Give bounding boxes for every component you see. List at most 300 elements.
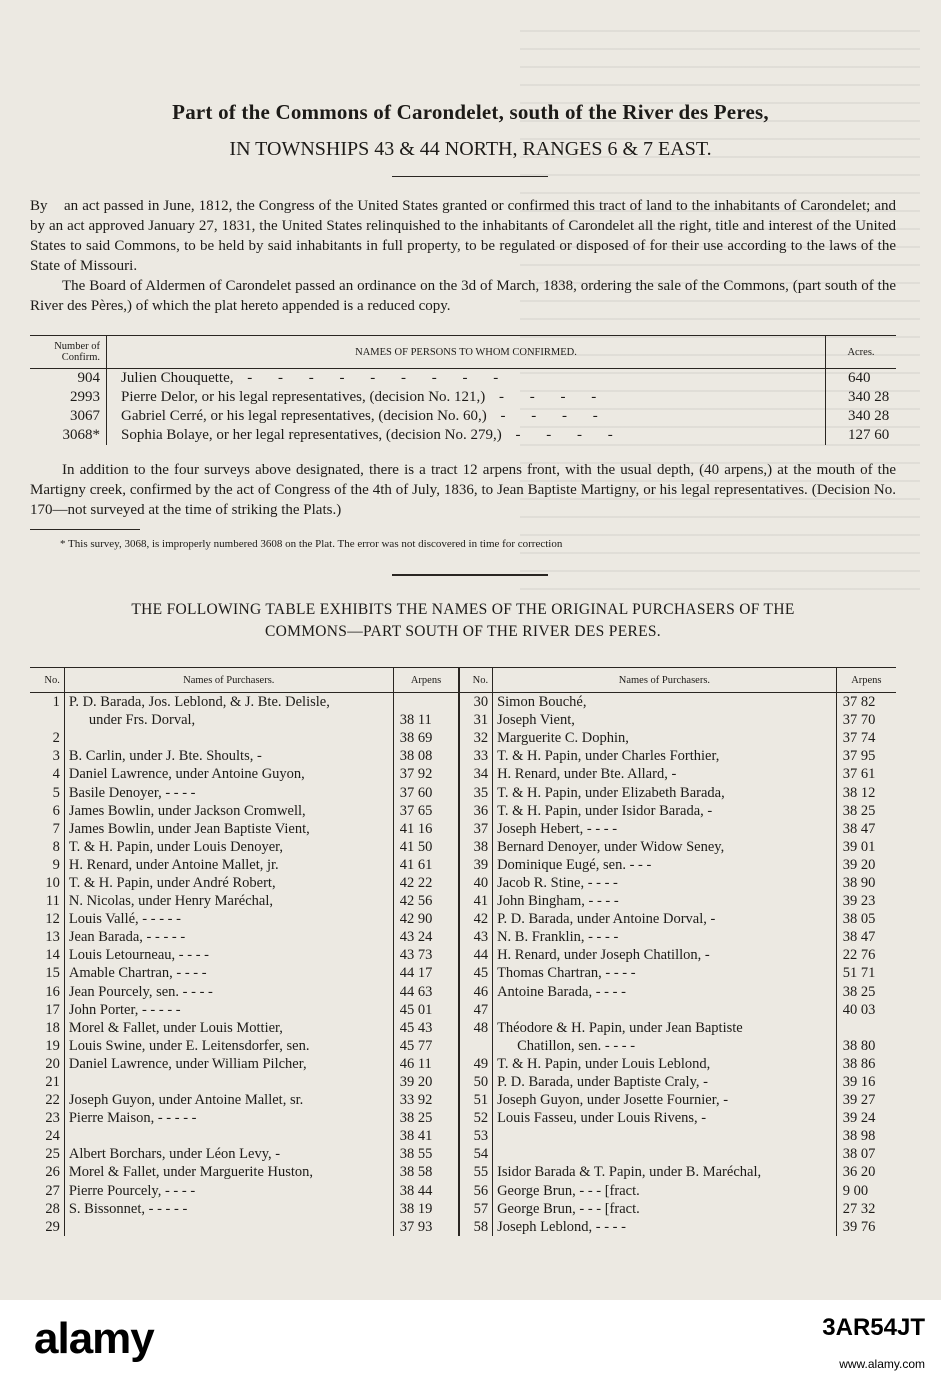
right-lot-number: 45: [459, 964, 492, 982]
left-purchaser-cell: [64, 1218, 393, 1236]
col-no-header-2: No.: [459, 668, 492, 693]
left-purchaser-cell: [64, 1200, 393, 1218]
drop-word: By: [30, 198, 48, 214]
right-lot-number: 31: [459, 711, 492, 729]
addition-paragraph: In addition to the four surveys above designated, there is a tract 12 arpens front, with the usual depth, (40 arpens,) at the mouth of the Martigny creek, confirmed by the act of Congress of the 4th of July, 1836, to Jean Baptiste Martigny, or his legal representatives. (Decision No. 170—not surveyed at the time of striking the Plats.): [30, 462, 896, 518]
confirm-name: [107, 407, 826, 426]
left-purchaser-name: N. Nicolas, under Henry Maréchal,: [68, 893, 273, 910]
left-purchaser-name: Daniel Lawrence, under William Pilcher,: [68, 1055, 307, 1072]
table-row: [30, 1091, 896, 1109]
right-lot-number: 55: [459, 1163, 492, 1181]
left-purchaser-name: Pierre Pourcely, - - - -: [68, 1182, 196, 1199]
right-purchaser-name: H. Renard, under Joseph Chatillon, -: [497, 947, 710, 964]
confirm-number: 904: [30, 369, 107, 389]
right-lot-number: 42: [459, 910, 492, 928]
left-purchaser-cell: [64, 693, 393, 712]
left-purchaser-cell: [64, 1109, 393, 1127]
left-arpens: 41 50: [393, 838, 459, 856]
title-rule: [392, 176, 548, 177]
left-purchaser-name: James Bowlin, under Jackson Cromwell,: [68, 802, 306, 819]
right-purchaser-cell: [493, 1001, 837, 1019]
right-purchaser-name: Joseph Guyon, under Josette Fournier, -: [497, 1092, 729, 1109]
left-lot-number: 21: [30, 1073, 64, 1091]
right-purchaser-name: Antoine Barada, - - - -: [497, 983, 626, 1000]
left-purchaser-name: Jean Barada, - - - - -: [68, 929, 186, 946]
table-title-line-1: THE FOLLOWING TABLE EXHIBITS THE NAMES OF THE ORIGINAL PURCHASERS OF THE: [131, 601, 795, 618]
left-purchaser-name: S. Bissonnet, - - - - -: [68, 1200, 188, 1217]
table-row: [30, 838, 896, 856]
right-purchaser-name: Isidor Barada & T. Papin, under B. Maréchal,: [497, 1164, 762, 1181]
right-purchaser-cell: [493, 1019, 837, 1037]
table-row: [30, 928, 896, 946]
table-row: [30, 1145, 896, 1163]
left-purchaser-name: Louis Vallé, - - - - -: [68, 911, 181, 928]
right-purchaser-name: Louis Fasseu, under Louis Rivens, -: [497, 1110, 707, 1127]
left-lot-number: 11: [30, 892, 64, 910]
right-purchaser-cell: [493, 1091, 837, 1109]
right-purchaser-cell: [493, 747, 837, 765]
right-lot-number: 53: [459, 1127, 492, 1145]
left-arpens: 37 93: [393, 1218, 459, 1236]
right-arpens: 38 25: [836, 802, 896, 820]
left-purchaser-name: James Bowlin, under Jean Baptiste Vient,: [68, 820, 310, 837]
table-row: [30, 747, 896, 765]
right-lot-number: 37: [459, 820, 492, 838]
confirm-name: [107, 388, 826, 407]
table-row: [30, 802, 896, 820]
table-row: [30, 1127, 896, 1145]
right-purchaser-cell: [493, 711, 837, 729]
left-purchaser-cell: [64, 946, 393, 964]
table-row: [30, 964, 896, 982]
confirm-number: 3067: [30, 407, 107, 426]
right-arpens: 37 95: [836, 747, 896, 765]
left-lot-number: 14: [30, 946, 64, 964]
right-lot-number: 43: [459, 928, 492, 946]
right-purchaser-name: T. & H. Papin, under Isidor Barada, -: [497, 802, 713, 819]
right-purchaser-cell: [493, 783, 837, 801]
left-lot-number: 19: [30, 1037, 64, 1055]
left-arpens: 38 58: [393, 1163, 459, 1181]
right-arpens: 27 32: [836, 1200, 896, 1218]
right-purchaser-cell: [493, 802, 837, 820]
confirm-name-text: Sophia Bolaye, or her legal representatives, (decision No. 279,): [121, 427, 502, 443]
right-arpens: 39 24: [836, 1109, 896, 1127]
right-purchaser-name: Joseph Hebert, - - - -: [497, 820, 618, 837]
table-row: [30, 1037, 896, 1055]
left-purchaser-cell: [64, 874, 393, 892]
left-lot-number: 26: [30, 1163, 64, 1181]
right-lot-number: 46: [459, 983, 492, 1001]
right-lot-number: 41: [459, 892, 492, 910]
right-purchaser-name: George Brun, - - - [fract.: [497, 1182, 640, 1199]
right-purchaser-cell: [493, 1218, 837, 1236]
right-purchaser-name: Théodore & H. Papin, under Jean Baptiste: [497, 1019, 743, 1036]
alamy-logo: alamy: [34, 1314, 154, 1363]
right-purchaser-cell: [493, 983, 837, 1001]
right-arpens: 39 20: [836, 856, 896, 874]
right-purchaser-cell: [493, 838, 837, 856]
right-arpens: 37 70: [836, 711, 896, 729]
left-arpens: 37 60: [393, 783, 459, 801]
right-purchaser-cell: [493, 892, 837, 910]
right-purchaser-cell: [493, 1073, 837, 1091]
right-arpens: 38 47: [836, 928, 896, 946]
right-purchaser-name: Bernard Denoyer, under Widow Seney,: [497, 838, 725, 855]
right-purchaser-name: T. & H. Papin, under Charles Forthier,: [497, 748, 720, 765]
left-purchaser-name: Jean Pourcely, sen. - - - -: [68, 983, 213, 1000]
right-lot-number: 49: [459, 1055, 492, 1073]
purchasers-table: [30, 667, 896, 1236]
intro-paragraph-1: [30, 196, 896, 276]
confirm-name: [107, 426, 826, 445]
left-arpens: 43 24: [393, 928, 459, 946]
left-lot-number: 13: [30, 928, 64, 946]
right-lot-number: 58: [459, 1218, 492, 1236]
left-purchaser-name: Pierre Maison, - - - - -: [68, 1110, 197, 1127]
left-purchaser-cell: [64, 1127, 393, 1145]
right-lot-number: 52: [459, 1109, 492, 1127]
left-arpens: 39 20: [393, 1073, 459, 1091]
left-purchaser-cell: [64, 783, 393, 801]
right-purchaser-cell: [493, 693, 837, 712]
left-lot-number: 7: [30, 820, 64, 838]
right-purchaser-cell: [493, 1163, 837, 1181]
right-lot-number: 36: [459, 802, 492, 820]
confirm-name-text: Gabriel Cerré, or his legal representatives, (decision No. 60,): [121, 408, 487, 424]
right-arpens: 39 27: [836, 1091, 896, 1109]
left-purchaser-name: Daniel Lawrence, under Antoine Guyon,: [68, 766, 305, 783]
right-purchaser-cell: [493, 1127, 837, 1145]
left-purchaser-cell: [64, 983, 393, 1001]
confirm-acres: 127 60: [826, 426, 897, 445]
right-purchaser-name: T. & H. Papin, under Elizabeth Barada,: [497, 784, 725, 801]
right-purchaser-name: Marguerite C. Dophin,: [497, 730, 629, 747]
left-purchaser-cell: [64, 928, 393, 946]
right-arpens: [836, 1019, 896, 1037]
left-purchaser-name: Basile Denoyer, - - - -: [68, 784, 196, 801]
left-purchaser-cell: [64, 711, 393, 729]
left-purchaser-cell: [64, 964, 393, 982]
right-purchaser-name: N. B. Franklin, - - - -: [497, 929, 619, 946]
leader-dashes: - - - - - - - - -: [247, 370, 499, 386]
right-arpens: 38 90: [836, 874, 896, 892]
left-arpens: 38 41: [393, 1127, 459, 1145]
left-purchaser-name: under Frs. Dorval,: [88, 712, 196, 729]
left-purchaser-cell: [64, 838, 393, 856]
table-row: [30, 892, 896, 910]
left-lot-number: 9: [30, 856, 64, 874]
left-lot-number: 16: [30, 983, 64, 1001]
confirm-name-text: Pierre Delor, or his legal representatives, (decision No. 121,): [121, 389, 486, 405]
right-purchaser-name: John Bingham, - - - -: [497, 893, 619, 910]
right-arpens: 40 03: [836, 1001, 896, 1019]
left-arpens: 42 22: [393, 874, 459, 892]
left-lot-number: 27: [30, 1182, 64, 1200]
right-purchaser-cell: [493, 1109, 837, 1127]
right-arpens: 37 82: [836, 693, 896, 712]
left-purchaser-cell: [64, 1055, 393, 1073]
confirm-row: [30, 426, 896, 445]
right-purchaser-name: Joseph Leblond, - - - -: [497, 1218, 626, 1235]
right-purchaser-cell: [493, 910, 837, 928]
right-purchaser-cell: [493, 1200, 837, 1218]
table-title-line-2: COMMONS—PART SOUTH OF THE RIVER DES PERES.: [265, 623, 661, 640]
right-lot-number: 48: [459, 1019, 492, 1037]
confirm-name: [107, 369, 826, 389]
leader-dashes: - - - -: [499, 389, 597, 405]
right-purchaser-cell: [493, 820, 837, 838]
right-lot-number: 38: [459, 838, 492, 856]
left-purchaser-cell: [64, 1145, 393, 1163]
leader-dashes: - - - -: [500, 408, 598, 424]
left-arpens: 38 19: [393, 1200, 459, 1218]
table-row: [30, 1218, 896, 1236]
right-arpens: 39 23: [836, 892, 896, 910]
table-row: [30, 874, 896, 892]
col-names-header-2: Names of Purchasers.: [493, 668, 837, 693]
left-arpens: 38 08: [393, 747, 459, 765]
stock-url: www.alamy.com: [839, 1357, 925, 1371]
left-lot-number: 12: [30, 910, 64, 928]
right-lot-number: 56: [459, 1182, 492, 1200]
left-purchaser-cell: [64, 802, 393, 820]
left-purchaser-cell: [64, 1019, 393, 1037]
left-purchaser-name: T. & H. Papin, under André Robert,: [68, 874, 276, 891]
table-row: [30, 1163, 896, 1181]
left-arpens: 42 56: [393, 892, 459, 910]
left-purchaser-name: Louis Swine, under E. Leitensdorfer, sen.: [68, 1037, 310, 1054]
right-arpens: 38 80: [836, 1037, 896, 1055]
confirm-row: [30, 369, 896, 389]
right-lot-number: 39: [459, 856, 492, 874]
left-purchaser-cell: [64, 1091, 393, 1109]
confirmation-table: [30, 335, 896, 445]
col-no-header: No.: [30, 668, 64, 693]
right-purchaser-cell: [493, 946, 837, 964]
right-purchaser-name: Dominique Eugé, sen. - - -: [497, 856, 652, 873]
left-lot-number: 25: [30, 1145, 64, 1163]
footnote: * This survey, 3068, is improperly numbered 3608 on the Plat. The error was not discovered in time for correction: [60, 538, 563, 550]
left-lot-number: 8: [30, 838, 64, 856]
table-row: [30, 1200, 896, 1218]
right-arpens: 9 00: [836, 1182, 896, 1200]
col-names-header: NAMES OF PERSONS TO WHOM CONFIRMED.: [107, 336, 826, 369]
footnote-rule: [30, 529, 140, 530]
intro-paragraph-2: The Board of Aldermen of Carondelet passed an ordinance on the 3d of March, 1838, ordering the sale of the Commons, (part south of the River des Pères,) of which the plat hereto appended is a reduced copy.: [30, 278, 896, 314]
right-purchaser-cell: [493, 964, 837, 982]
left-arpens: 45 01: [393, 1001, 459, 1019]
confirm-acres: 640: [826, 369, 897, 389]
left-arpens: 38 44: [393, 1182, 459, 1200]
col-acres-header: Acres.: [826, 336, 897, 369]
right-arpens: 38 07: [836, 1145, 896, 1163]
right-arpens: 38 25: [836, 983, 896, 1001]
left-purchaser-name: P. D. Barada, Jos. Leblond, & J. Bte. Delisle,: [68, 694, 330, 711]
right-arpens: 38 12: [836, 783, 896, 801]
table-row: [30, 765, 896, 783]
left-arpens: 38 69: [393, 729, 459, 747]
right-arpens: 51 71: [836, 964, 896, 982]
right-arpens: 37 61: [836, 765, 896, 783]
left-lot-number: 20: [30, 1055, 64, 1073]
col-arpens-header: Arpens: [393, 668, 459, 693]
left-purchaser-cell: [64, 1037, 393, 1055]
table-row: [30, 1001, 896, 1019]
left-lot-number: 29: [30, 1218, 64, 1236]
left-arpens: 46 11: [393, 1055, 459, 1073]
left-lot-number: [30, 711, 64, 729]
confirm-number: 2993: [30, 388, 107, 407]
right-purchaser-cell: [493, 1055, 837, 1073]
left-lot-number: 17: [30, 1001, 64, 1019]
table-row: [30, 1055, 896, 1073]
table-row: [30, 693, 896, 712]
right-lot-number: 57: [459, 1200, 492, 1218]
left-purchaser-cell: [64, 747, 393, 765]
left-lot-number: 6: [30, 802, 64, 820]
right-purchaser-name: P. D. Barada, under Antoine Dorval, -: [497, 911, 716, 928]
right-purchaser-name: Thomas Chartran, - - - -: [497, 965, 636, 982]
left-purchaser-name: B. Carlin, under J. Bte. Shoults, -: [68, 748, 262, 765]
left-lot-number: 18: [30, 1019, 64, 1037]
right-arpens: 39 16: [836, 1073, 896, 1091]
left-lot-number: 4: [30, 765, 64, 783]
confirm-number: 3068*: [30, 426, 107, 445]
table-row: [30, 729, 896, 747]
section-rule: [392, 574, 548, 576]
left-purchaser-name: Morel & Fallet, under Marguerite Huston,: [68, 1164, 314, 1181]
left-arpens: [393, 693, 459, 712]
right-lot-number: 32: [459, 729, 492, 747]
left-lot-number: 24: [30, 1127, 64, 1145]
right-lot-number: 47: [459, 1001, 492, 1019]
table-row: [30, 1073, 896, 1091]
right-lot-number: 50: [459, 1073, 492, 1091]
table-row: [30, 1019, 896, 1037]
right-purchaser-cell: [493, 765, 837, 783]
right-purchaser-name: Jacob R. Stine, - - - -: [497, 874, 618, 891]
right-purchaser-name: T. & H. Papin, under Louis Leblond,: [497, 1055, 711, 1072]
right-lot-number: 34: [459, 765, 492, 783]
left-purchaser-name: Louis Letourneau, - - - -: [68, 947, 209, 964]
col-arpens-header-2: Arpens: [836, 668, 896, 693]
left-purchaser-cell: [64, 1182, 393, 1200]
left-lot-number: 23: [30, 1109, 64, 1127]
right-lot-number: 51: [459, 1091, 492, 1109]
left-purchaser-name: H. Renard, under Antoine Mallet, jr.: [68, 856, 279, 873]
right-purchaser-cell: [493, 729, 837, 747]
left-lot-number: 28: [30, 1200, 64, 1218]
left-arpens: 38 11: [393, 711, 459, 729]
right-purchaser-name: Simon Bouché,: [497, 694, 587, 711]
table-row: [30, 1109, 896, 1127]
left-purchaser-name: Albert Borchars, under Léon Levy, -: [68, 1146, 281, 1163]
right-arpens: 39 01: [836, 838, 896, 856]
left-purchaser-cell: [64, 765, 393, 783]
table-row: [30, 1182, 896, 1200]
left-purchaser-cell: [64, 729, 393, 747]
right-arpens: 38 05: [836, 910, 896, 928]
right-arpens: 38 86: [836, 1055, 896, 1073]
leader-dashes: - - - -: [515, 427, 613, 443]
right-lot-number: 30: [459, 693, 492, 712]
left-lot-number: 15: [30, 964, 64, 982]
left-arpens: 41 16: [393, 820, 459, 838]
left-arpens: 41 61: [393, 856, 459, 874]
right-purchaser-cell: [493, 1182, 837, 1200]
right-purchaser-name: Joseph Vient,: [497, 712, 575, 729]
left-arpens: 45 43: [393, 1019, 459, 1037]
right-arpens: 38 98: [836, 1127, 896, 1145]
right-lot-number: 35: [459, 783, 492, 801]
right-lot-number: 54: [459, 1145, 492, 1163]
image-id: 3AR54JT: [822, 1314, 925, 1341]
right-lot-number: 44: [459, 946, 492, 964]
left-purchaser-cell: [64, 1163, 393, 1181]
left-arpens: 42 90: [393, 910, 459, 928]
col-names-header: Names of Purchasers.: [64, 668, 393, 693]
confirm-name-text: Julien Chouquette,: [121, 370, 234, 386]
table-row: [30, 983, 896, 1001]
left-lot-number: 22: [30, 1091, 64, 1109]
right-arpens: 22 76: [836, 946, 896, 964]
confirm-row: [30, 388, 896, 407]
confirm-acres: 340 28: [826, 407, 897, 426]
right-lot-number: 40: [459, 874, 492, 892]
table-row: [30, 910, 896, 928]
right-lot-number: [459, 1037, 492, 1055]
left-arpens: 37 92: [393, 765, 459, 783]
left-arpens: 37 65: [393, 802, 459, 820]
left-purchaser-cell: [64, 856, 393, 874]
left-purchaser-cell: [64, 1001, 393, 1019]
left-purchaser-name: Joseph Guyon, under Antoine Mallet, sr.: [68, 1092, 304, 1109]
right-purchaser-cell: [493, 928, 837, 946]
left-purchaser-cell: [64, 1073, 393, 1091]
left-purchaser-name: Morel & Fallet, under Louis Mottier,: [68, 1019, 283, 1036]
intro-text-1: an act passed in June, 1812, the Congress of the United States granted or confirmed this tract of land to the inhabitants of Carondelet; and by an act approved January 27, 1831, the United States relinquished to the inhabitants of Carondelet all the right, title and interest of the United States to said Commons, to be held by said inhabitants in full property, to be regulated or disposed of for their use according to the laws of the State of Missouri.: [30, 198, 896, 274]
right-arpens: 36 20: [836, 1163, 896, 1181]
table-row: [30, 946, 896, 964]
confirm-row: [30, 407, 896, 426]
right-purchaser-cell: [493, 856, 837, 874]
right-purchaser-cell: [493, 874, 837, 892]
left-arpens: 38 55: [393, 1145, 459, 1163]
right-purchaser-name: H. Renard, under Bte. Allard, -: [497, 766, 677, 783]
left-lot-number: 3: [30, 747, 64, 765]
left-arpens: 38 25: [393, 1109, 459, 1127]
left-purchaser-cell: [64, 892, 393, 910]
table-row: [30, 820, 896, 838]
left-arpens: 44 63: [393, 983, 459, 1001]
confirm-acres: 340 28: [826, 388, 897, 407]
left-purchaser-cell: [64, 910, 393, 928]
page-subtitle: IN TOWNSHIPS 43 & 44 NORTH, RANGES 6 & 7 EAST.: [229, 138, 712, 160]
right-purchaser-name: George Brun, - - - [fract.: [497, 1200, 640, 1217]
left-arpens: 44 17: [393, 964, 459, 982]
left-purchaser-cell: [64, 820, 393, 838]
left-arpens: 33 92: [393, 1091, 459, 1109]
left-arpens: 45 77: [393, 1037, 459, 1055]
left-lot-number: 2: [30, 729, 64, 747]
left-purchaser-name: Amable Chartran, - - - -: [68, 965, 207, 982]
right-arpens: 38 47: [836, 820, 896, 838]
right-purchaser-cell: [493, 1037, 837, 1055]
right-lot-number: 33: [459, 747, 492, 765]
page-title: Part of the Commons of Carondelet, south of the River des Peres,: [172, 100, 769, 124]
table-title: [30, 599, 896, 643]
